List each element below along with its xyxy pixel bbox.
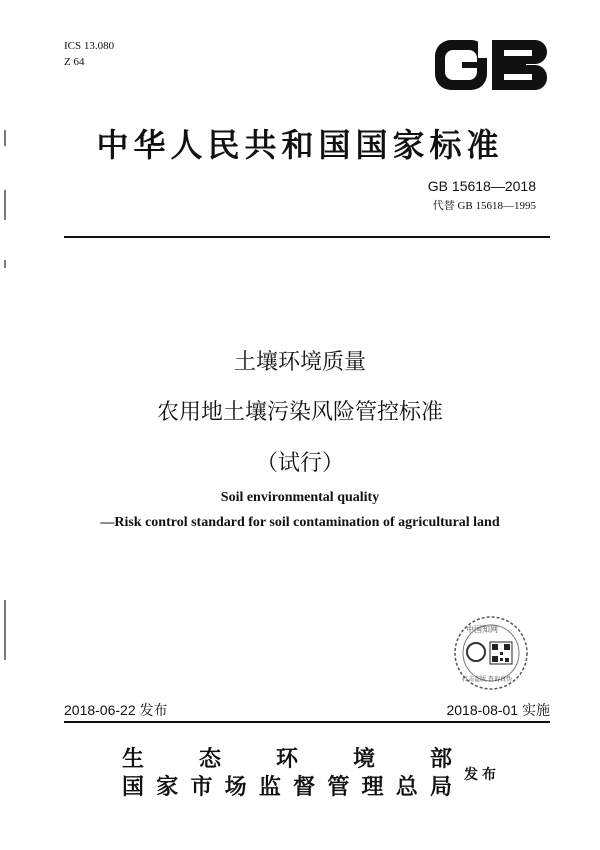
issuer-char: 市 <box>190 774 213 800</box>
issuer-char: 态 <box>198 746 221 772</box>
issuer-char: 总 <box>395 774 418 800</box>
issuer-char: 局 <box>429 774 452 800</box>
implementation-date: 2018-08-01 实施 <box>446 702 550 718</box>
title-cn-line3: （试行） <box>255 451 344 476</box>
replaced-standard: 代替 GB 15618—1995 <box>432 200 536 212</box>
title-cn-line1: 土壤环境质量 <box>233 350 366 375</box>
stamp-bottom-text: 打击盗版 查询真伪 <box>462 676 512 683</box>
issuer-char: 环 <box>275 746 298 772</box>
issuer-char: 境 <box>352 746 375 772</box>
scan-artifact <box>4 190 6 220</box>
issuer-char: 国 <box>122 774 145 800</box>
scan-artifact <box>4 600 6 660</box>
issuer-char: 理 <box>361 774 384 800</box>
issuer-administration <box>122 770 452 801</box>
title-cn-line2: 农用地土壤污染风险管控标准 <box>156 400 443 425</box>
issuer-char: 部 <box>429 746 452 772</box>
title-en-line2: —Risk control standard for soil contamination of agricultural land <box>100 515 500 530</box>
issuer-char: 家 <box>156 774 179 800</box>
issuer-ministry <box>122 742 452 773</box>
issuer-char: 监 <box>258 774 281 800</box>
gb-logo-graphic <box>432 36 550 94</box>
title-en-line1: Soil environmental quality <box>220 490 380 505</box>
publication-date: 2018-06-22 发布 <box>64 702 168 718</box>
issuer-char: 督 <box>293 774 316 800</box>
release-label: 发布 <box>464 767 500 783</box>
top-divider <box>64 236 550 238</box>
issuer-char: 场 <box>224 774 247 800</box>
national-standard-title: 中华人民共和国国家标准 <box>96 126 504 164</box>
stamp-top-text: 中国知网 <box>466 625 498 634</box>
anti-counterfeit-stamp <box>452 614 530 692</box>
ics-code: ICS 13.080 <box>64 40 115 52</box>
classification-codes <box>64 38 114 70</box>
standard-number: GB 15618—2018 <box>427 178 536 194</box>
scan-artifact <box>4 260 6 268</box>
issuer-char: 管 <box>327 774 350 800</box>
ccs-code: Z 64 <box>64 56 85 68</box>
bottom-divider <box>64 721 550 723</box>
issuer-char: 生 <box>122 746 145 772</box>
gb-logo <box>432 36 550 94</box>
